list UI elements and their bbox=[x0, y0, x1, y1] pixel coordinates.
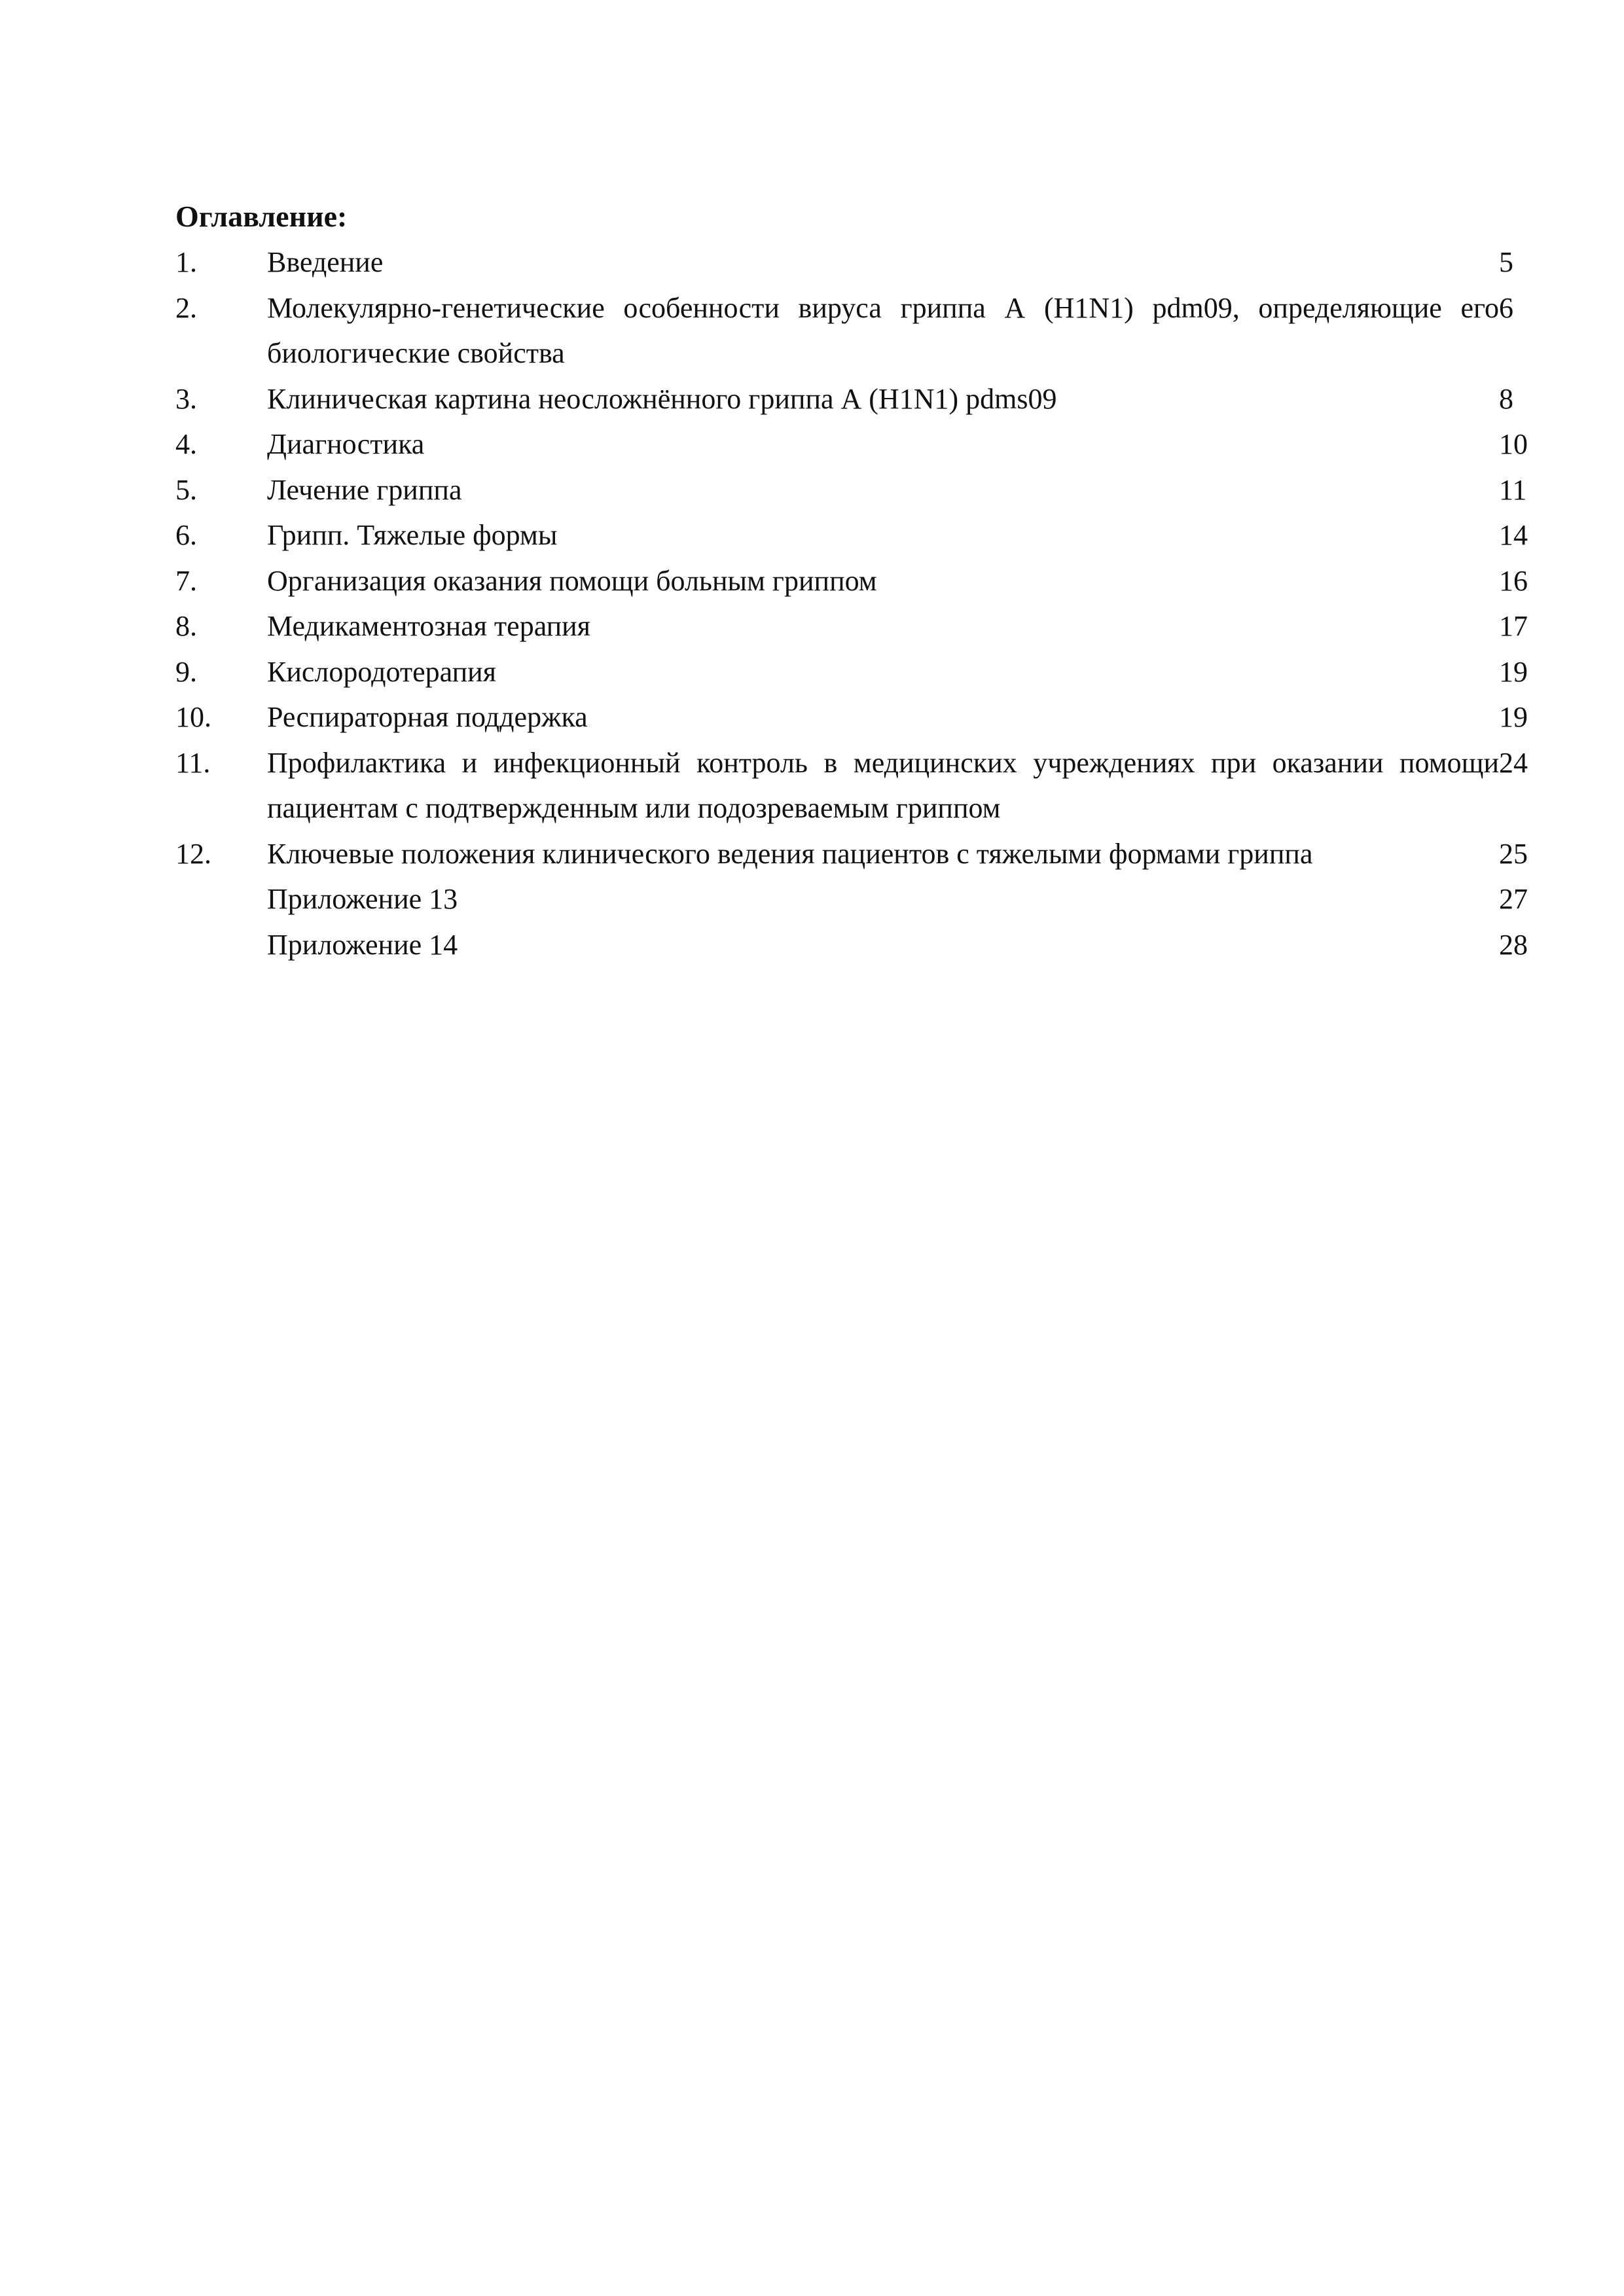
toc-entry-page: 25 bbox=[1499, 837, 1528, 870]
toc-entry-11[interactable] bbox=[175, 740, 1528, 831]
toc-entry-number: 7. bbox=[175, 564, 197, 597]
toc-title: Оглавление: bbox=[175, 200, 348, 233]
toc-entry-page: 11 bbox=[1499, 473, 1527, 506]
toc-entry-page: 19 bbox=[1499, 701, 1528, 733]
toc-entry-title: Респираторная поддержка bbox=[267, 701, 588, 733]
toc-entry-3[interactable] bbox=[175, 376, 1513, 422]
toc-entry-title: Приложение 13 bbox=[267, 883, 458, 915]
toc-entry-title: Введение bbox=[267, 246, 384, 278]
toc-entry-title: Молекулярно-генетические особенности вируса гриппа А (H1N1) pdm09, определяющие его биологические свойства bbox=[267, 291, 1499, 369]
table-of-contents bbox=[175, 194, 1528, 967]
toc-entry-title: Грипп. Тяжелые формы bbox=[267, 519, 558, 551]
toc-entry-page: 8 bbox=[1499, 382, 1513, 415]
toc-entry-page: 10 bbox=[1499, 428, 1528, 460]
toc-entry-number: 4. bbox=[175, 428, 197, 460]
toc-entry-page: 27 bbox=[1499, 883, 1528, 915]
toc-entry-title: Кислородотерапия bbox=[267, 655, 496, 688]
toc-entry-page: 17 bbox=[1499, 610, 1528, 642]
toc-entry-10[interactable] bbox=[175, 694, 1528, 740]
toc-entry-9[interactable] bbox=[175, 649, 1528, 695]
toc-entry-1[interactable] bbox=[175, 240, 1513, 285]
toc-entry-page: 28 bbox=[1499, 928, 1528, 961]
toc-entry-number: 8. bbox=[175, 610, 197, 642]
toc-list bbox=[175, 240, 1528, 967]
toc-entry-appendix-14[interactable] bbox=[175, 922, 1528, 968]
toc-entry-page: 24 bbox=[1499, 746, 1528, 779]
toc-entry-appendix-13[interactable] bbox=[175, 876, 1528, 922]
toc-entry-number: 11. bbox=[175, 746, 211, 779]
toc-entry-title: Приложение 14 bbox=[267, 928, 458, 961]
toc-entry-title: Клиническая картина неосложнённого гриппа А (H1N1) pdms09 bbox=[267, 382, 1057, 415]
toc-entry-number: 12. bbox=[175, 837, 211, 870]
toc-entry-page: 5 bbox=[1499, 246, 1513, 278]
toc-entry-number: 5. bbox=[175, 473, 197, 506]
toc-entry-title: Медикаментозная терапия bbox=[267, 610, 590, 642]
toc-entry-number: 9. bbox=[175, 655, 197, 688]
toc-entry-4[interactable] bbox=[175, 422, 1528, 467]
toc-entry-number: 1. bbox=[175, 246, 197, 278]
toc-entry-6[interactable] bbox=[175, 512, 1528, 558]
toc-entry-title: Ключевые положения клинического ведения пациентов с тяжелыми формами гриппа bbox=[267, 837, 1313, 870]
toc-entry-2[interactable] bbox=[175, 285, 1513, 376]
toc-entry-number: 10. bbox=[175, 701, 211, 733]
toc-entry-title: Профилактика и инфекционный контроль в медицинских учреждениях при оказании помощи пациентам с подтвержденным или подозреваемым гриппом bbox=[267, 746, 1499, 824]
toc-entry-number: 3. bbox=[175, 382, 197, 415]
toc-entry-8[interactable] bbox=[175, 603, 1528, 649]
toc-entry-page: 16 bbox=[1499, 564, 1528, 597]
toc-entry-page: 19 bbox=[1499, 655, 1528, 688]
toc-entry-number: 2. bbox=[175, 291, 197, 324]
toc-entry-title: Лечение гриппа bbox=[267, 473, 462, 506]
toc-entry-7[interactable] bbox=[175, 558, 1528, 604]
toc-entry-page: 14 bbox=[1499, 519, 1528, 551]
toc-entry-number: 6. bbox=[175, 519, 197, 551]
toc-entry-page: 6 bbox=[1499, 291, 1513, 324]
toc-entry-12[interactable] bbox=[175, 831, 1528, 877]
toc-entry-title: Организация оказания помощи больным гриппом bbox=[267, 564, 877, 597]
toc-entry-title: Диагностика bbox=[267, 428, 425, 460]
toc-entry-5[interactable] bbox=[175, 467, 1527, 513]
